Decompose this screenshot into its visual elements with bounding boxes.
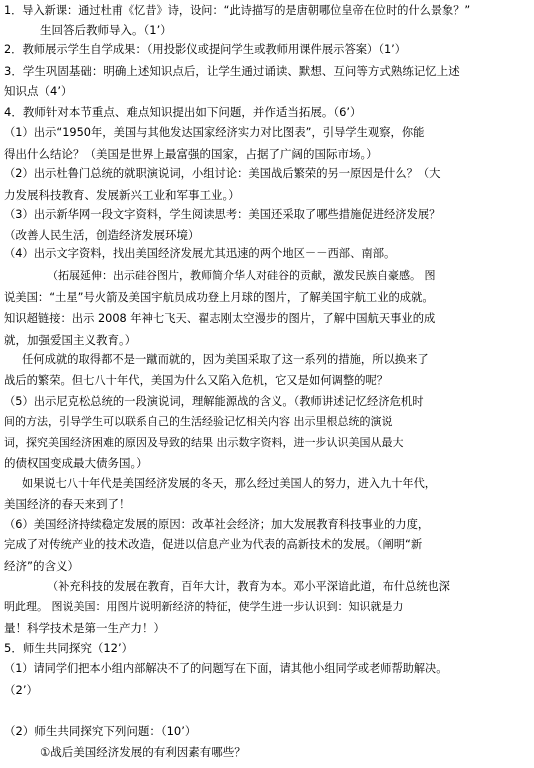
item-1-line-1: 1．导入新课：通过杜甫《忆昔》诗，设问：“此诗描写的是唐朝哪位皇帝在位时的什么景象？” [4,4,471,17]
q6-line-2: 完成了对传统产业的技术改造，促进以信息产业为代表的高新技术的发展。（阐明“新 [4,538,423,551]
explore-q1-line-2: （2’） [4,683,38,697]
q5-line-4: 的债权国变成最大债务国。） [4,456,148,470]
explore-q1-line-1: （1）请同学们把本小组内部解决不了的问题写在下面，请其他小组同学或老师帮助解决。 [4,662,448,675]
summary-line-2: 美国经济的春天来到了！ [4,497,131,511]
item-4-heading: 4．教师针对本节重点、难点知识提出如下问题，并作适当拓展。（6’） [4,105,362,119]
transition-line-2: 战后的繁荣。但七八十年代，美国为什么又陷入危机，它又是如何调整的呢？ [4,374,389,387]
item-2: 2．教师展示学生自学成果：（用投影仪或提问学生或教师用课件展示答案）（1’） [4,43,407,56]
extension-line-2: 说美国：“土星”号火箭及美国宇航员成功登上月球的图片，了解美国宇航工业的成就。 [4,291,434,304]
q2-line-2: 力发展科技教育、发展新兴工业和军事工业。） [4,188,240,202]
q5-line-2: 间的方法，引导学生可以联系自己的生活经验记忆相关内容 出示里根总统的演说 [4,415,393,428]
item-3-line-2: 知识点（4’） [4,84,73,98]
q1-line-2: 得出什么结论？（美国是世界上最富强的国家，占据了广阔的国际市场。） [4,147,378,161]
supplement-line-2: 明此理。 图说美国：用图片说明新经济的特征，使学生进一步认识到：知识就是力 [4,600,404,613]
q6-line-1: （6）美国经济持续稳定发展的原因：改革社会经济；加大发展教育科技事业的力度， [4,518,430,531]
supplement-line-3: 量！科学技术是第一生产力！） [4,621,165,635]
q5-line-1: （5）出示尼克松总统的一段演说词，理解能源战的含义。（教师讲述记忆经济危机时 [4,395,424,408]
extension-line-3: 知识超链接：出示 2008 年神七飞天、翟志刚太空漫步的图片，了解中国航天事业的成 [4,312,436,325]
item-5-heading: 5．师生共同探究（12’） [4,641,134,655]
item-3-line-1: 3．学生巩固基础：明确上述知识点后，让学生通过诵读、默想、互问等方式熟练记忆上述 [4,64,460,78]
q5-line-3: 词，探究美国经济困难的原因及导致的结果 出示数字资料，进一步认识美国从最大 [4,436,404,449]
extension-line-1: （拓展延伸：出示硅谷图片，教师简介华人对硅谷的贡献，激发民族自豪感。 图 [47,269,436,282]
q3-line-1: （3）出示新华网一段文字资料，学生阅读思考：美国还采取了哪些措施促进经济发展？ [4,208,441,221]
q4-line-1: （4）出示文字资料，找出美国经济发展尤其迅速的两个地区－－西部、南部。 [4,247,396,260]
supplement-line-1: （补充科技的发展在教育，百年大计，教育为本。邓小平深谙此道，布什总统也深 [47,580,450,593]
extension-line-4: 就，加强爱国主义教育。） [4,333,137,347]
item-1-line-2: 生回答后教师导入。（1’） [40,23,172,37]
explore-q2: （2）师生共同探究下列问题：（10’） [4,724,197,738]
q3-line-2: （改善人民生活，创造经济发展环境） [4,228,200,242]
explore-q2-sub-1: ①战后美国经济发展的有利因素有哪些？ [40,745,246,759]
q2-line-1: （2）出示杜鲁门总统的就职演说词，小组讨论：美国战后繁荣的另一原因是什么？（大 [4,167,441,180]
q1-line-1: （1）出示“1950年，美国与其他发达国家经济实力对比图表”，引导学生观察，你能 [4,126,425,139]
summary-line-1: 如果说七八十年代是美国经济发展的冬天，那么经过美国人的努力，进入九十年代， [22,477,436,490]
transition-line-1: 任何成就的取得都不是一蹴而就的，因为美国采取了这一系列的措施，所以换来了 [22,353,429,366]
q6-line-3: 经济”的含义） [4,559,79,573]
